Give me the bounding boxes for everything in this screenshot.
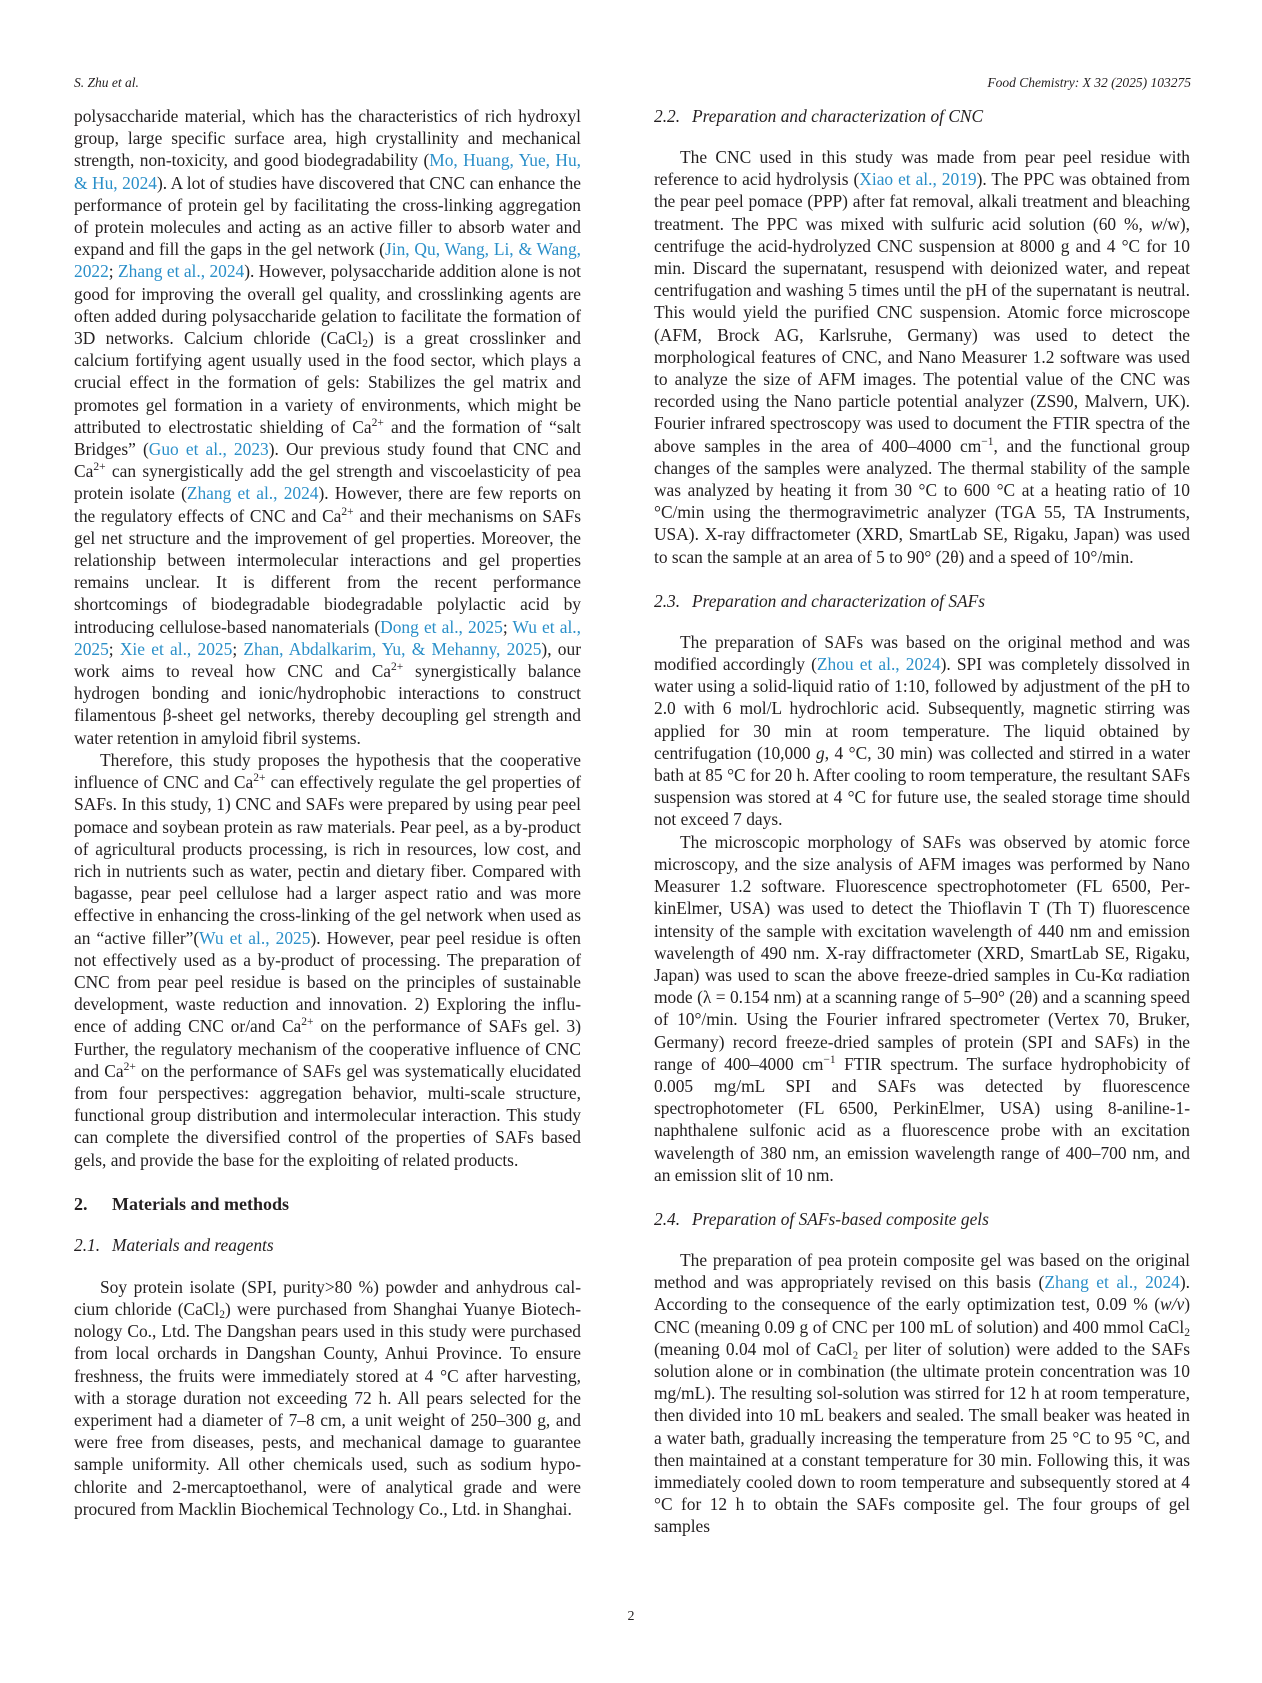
superscript: 2+ [253,772,266,785]
section-title: Materials and methods [112,1193,289,1214]
citation-link[interactable]: Mo, Huang, Yue, Hu, & Hu, 2024 [74,150,582,193]
citation-link[interactable]: Xiao et al., 2019 [859,169,977,190]
citation-link[interactable]: Wu et al., 2025 [199,927,311,948]
subsection-number: 2.4. [654,1208,681,1229]
subsection-heading-2-2 [654,105,1190,127]
italic-text: w/v [1160,1294,1185,1315]
subsection-number: 2.3. [654,590,681,611]
subsection-heading-2-4 [654,1208,1190,1230]
citation-link[interactable]: Xie et al., 2025 [119,638,233,659]
section-number: 2. [74,1193,88,1214]
right-column [654,105,1190,1538]
intro-paragraph-2: Therefore, this study proposes the hypothesis that the cooperative influence of CNC and $Ca^{2+}$ can effectively regulate the gel properties of SAFs. In this study, 1) CNC and SAFs were prepared by using pear peel pomace and soybean protein as raw materials. Pear peel, as a by-product of agricultural products processing, is rich in resources, low cost, and rich in nutrients such as water, pectin and dietary fiber. Compared with bagasse, pear peel cellulose had a larger aspect ratio and was more effective in enhancing the cross-linking of the gel network when used as an “active filler”(Wu et al., 2025). However, pear peel residue is often not effectively used as a by-product of processing. The preparation of CNC from pear peel residue is based on the principles of sustainable development, waste reduction and innovation. 2) Exploring the influence of adding CNC or/and $Ca^{2+}$ on the performance of SAFs gel. 3) Further, the regulatory mechanism of the cooperative influence of CNC and $Ca^{2+}$ on the performance of SAFs gel was systematically elucidated from four perspectives: aggregation behavior, multi-scale structure, functional group distribution and intermolecular interaction. This study can complete the diversified control of the properties of SAFs based gels, and provide the base for the exploiting of related products. [74,749,581,1170]
subsection-title: Preparation of SAFs-based composite gels [692,1208,989,1229]
italic-text: g [816,742,825,763]
page-number: 2 [627,1609,635,1624]
citation-link[interactable]: Dong et al., 2025 [380,616,503,637]
subsection-heading-2-3 [654,590,1190,612]
subsection-title: Preparation and characterization of SAFs [692,590,986,611]
subsection-heading-2-1 [74,1234,581,1256]
italic-text: w [1150,213,1163,234]
citation-link[interactable]: Zhang et al., 2024 [186,483,319,504]
citation-link[interactable]: Zhang et al., 2024 [118,261,245,282]
running-header [74,75,1191,93]
superscript: 2+ [301,1016,314,1029]
running-header-journal: Food Chemistry: X 32 (2025) 103275 [987,75,1191,90]
superscript: 2+ [123,1060,136,1073]
cnc-paragraph: The CNC used in this study was made from pear peel residue with reference to acid hydrolysis (Xiao et al., 2019). The PPC was obtained from the pear peel pomace (PPP) after fat removal, alkali treatment and bleaching treatment. The PPC was mixed with sulfuric acid solution (60 %, w/w), centrifuge the acid-hydrolyzed CNC suspension at 8000 g and 4 °C for 10 min. Discard the supernatant, resuspend with deionized water, and repeat centrifugation and washing 5 times until the pH of the supernatant is neutral. This would yield the purified CNC suspension. Atomic force microscope (AFM, Brock AG, Karlsruhe, Germany) was used to detect the morphological features of CNC, and Nano Measurer 1.2 software was used to analyze the size of AFM images. The potential value of the CNC was recorded using the Nano particle potential analyzer (ZS90, Malvern, UK). Fourier infrared spectroscopy was used to document the FTIR spectra of the above samples in the area of 400–4000 $cm^{-1}$, and the functional group changes of the samples were analyzed. The thermal stability of the sample was analyzed by heating it from 30 °C to 600 °C at a heating ratio of 10 °C/min using the thermogravimetric analyzer (TGA 55, TA Instruments, USA). X-ray diffractometer (XRD, SmartLab SE, Rigaku, Japan) was used to scan the sample at an area of 5 to 90° (2θ) and a speed of 10°/min. [654,147,1191,567]
subsection-number: 2.2. [654,106,681,126]
citation-link[interactable]: Guo et al., 2023 [148,439,269,460]
citation-link[interactable]: Zhang et al., 2024 [1044,1272,1180,1293]
superscript: 2+ [391,661,404,674]
materials-paragraph: Soy protein isolate (SPI, purity>80 %) powder and anhydrous calcium chloride (CaCl$_2$) were purchased from Shanghai Yuanye Biotechnology Co., Ltd. The Dangshan pears used in this study were purchased from local orchards in Dangshan County, Anhui Province. To ensure freshness, the fruits were immediately stored at 4 °C after harvesting, with a storage duration not exceeding 72 h. All pears selected for the experiment had a diameter of 7–8 cm, a unit weight of 250–300 g, and were free from diseases, pests, and mechanical damage to guarantee sample uniformity. All other chemicals used, such as sodium hypochlorite and 2-mercaptoethanol, were of analytical grade and were procured from Macklin Biochemical Technology Co., Ltd. in Shanghai. [74,1276,581,1519]
superscript: −1 [823,1053,836,1066]
subscript: 2 [219,1308,226,1321]
citation-link[interactable]: Zhan, Abdalkarim, Yu, & Mehanny, 2025 [243,638,542,659]
safs-paragraph-2: The microscopic morphology of SAFs was observed by atomic force microscopy, and the size analysis of AFM images was performed by Nano Measurer 1.2 software. Fluorescence spectrophotometer (FL 6500, PerkinElmer, USA) was used to detect the Thioflavin T (Th T) fluorescence intensity of the sample with excitation wavelength of 440 nm and emission wavelength of 490 nm. X-ray diffractometer (XRD, SmartLab SE, Rigaku, Japan) was used to scan the above freeze-dried samples in Cu-Kα radiation mode (λ = 0.154 nm) at a scanning range of 5–90° (2θ) and a scanning speed of 10°/min. Using the Fourier infrared spectrometer (Vertex 70, Bruker, Germany) record freeze-dried samples of protein (SPI and SAFs) in the range of 400–4000 $cm^{-1}$ FTIR spectrum. The surface hydrophobicity of 0.005 mg/mL SPI and SAFs was detected by fluorescence spectrophotometer (FL 6500, PerkinElmer, USA) using 8-aniline-1-naphthalene sulfonic acid as a fluorescence probe with an excitation wavelength of 380 nm, an emission wavelength range of 400–700 nm, and an emission slit of 10 nm. [654,831,1190,1185]
subsection-title: Preparation and characterization of CNC [692,106,984,126]
running-header-authors: S. Zhu et al. [74,75,139,90]
safs-paragraph-1: The preparation of SAFs was based on the original method and was modified accordingly (Zhou et al., 2024). SPI was completely dissolved in water using a solid-liquid ratio of 1:10, followed by adjustment of the pH to 2.0 with 6 mol/L hydrochloric acid. Subsequently, magnetic stirring was applied for 30 min at room temperature. The liquid obtained by centrifugation (10,000 g, 4 °C, 30 min) was collected and stirred in a water bath at 85 °C for 20 h. After cooling to room temperature, the resultant SAFs suspension was stored at 4 °C for future use, the sealed storage time should not exceed 7 days. [654,631,1190,830]
section-heading-2 [74,1193,581,1215]
subscript: 2 [362,338,368,351]
citation-link[interactable]: Jin, Qu, Wang, Li, & Wang, 2022 [74,239,581,282]
left-column [74,105,581,1520]
subsection-number: 2.1. [74,1234,101,1255]
superscript: 2+ [341,505,354,518]
citation-link[interactable]: Zhou et al., 2024 [816,654,941,675]
superscript: 2+ [93,461,106,474]
subsection-title: Materials and reagents [112,1234,274,1255]
citation-link[interactable]: Wu et al., 2025 [74,616,582,659]
subscript: 2 [1184,1326,1190,1339]
composite-gels-paragraph: The preparation of pea protein composite gel was based on the original method and was appropriately revised on this basis (Zhang et al., 2024). According to the consequence of the early optimization test, 0.09 % (w/v) CNC (meaning 0.09 g of CNC per 100 mL of solution) and 400 mmol CaCl$_2$ (meaning 0.04 mol of CaCl₂ per liter of solution) were added to the SAFs solution alone or in combination (the ultimate protein concentration was 10 mg/mL). The resulting sol-solution was stirred for 12 h at room temperature, then divided into 10 mL beakers and sealed. The small beaker was heated in a water bath, gradually increasing the temperature from 25 °C to 95 °C, and then maintained at a constant temperature for 30 min. Following this, it was immediately cooled down to room temperature and subsequently stored at 4 °C for 12 h to obtain the SAFs composite gel. The four groups of gel samples [654,1249,1190,1537]
superscript: 2+ [371,416,384,429]
intro-paragraph-1: polysaccharide material, which has the characteristics of rich hydroxyl group, large specific surface area, high crystallinity and mechanical strength, non-toxicity, and good biodegradability (Mo, Huang, Yue, Hu, & Hu, 2024). A lot of studies have discovered that CNC can enhance the performance of protein gel by facilitating the cross-linking aggregation of protein molecules and acting as an active filler to absorb water and expand and fill the gaps in the gel network (Jin, Qu, Wang, Li, & Wang, 2022; Zhang et al., 2024). However, polysaccharide addition alone is not good for improving the overall gel quality, and crosslinking agents are often added during polysaccharide gelation to facilitate the formation of 3D networks. Calcium chloride (CaCl$_2$) is a great crosslinker and calcium fortifying agent usually used in the food sector, which plays a crucial effect in the formation of gels: Stabilizes the gel matrix and promotes gel formation in a variety of environments, which might be attributed to electrostatic shielding of $Ca^{2+}$ and the formation of “salt Bridges” (Guo et al., 2023). Our previous study found that CNC and $Ca^{2+}$ can synergistically add the gel strength and viscoelasticity of pea protein isolate (Zhang et al., 2024). However, there are few reports on the regulatory effects of CNC and $Ca^{2+}$ and their mechanisms on SAFs gel net structure and the improvement of gel properties. Moreover, the relationship between intermolecular interactions and gel properties remains unclear. It is different from the recent performance shortcomings of biodegradable biodegradable polylactic acid by introducing cellulose-based nanomaterials (Dong et al., 2025; Wu et al., 2025; Xie et al., 2025; Zhan, Abdalkarim, Yu, & Mehanny, 2025), our work aims to reveal how CNC and $Ca^{2+}$ synergistically balance hydrogen bonding and ionic/hydrophobic interactions to construct filamentous β-sheet gel networks, thereby decoupling gel strength and water retention in amyloid fibril systems. [74,106,582,748]
superscript: −1 [981,435,994,448]
